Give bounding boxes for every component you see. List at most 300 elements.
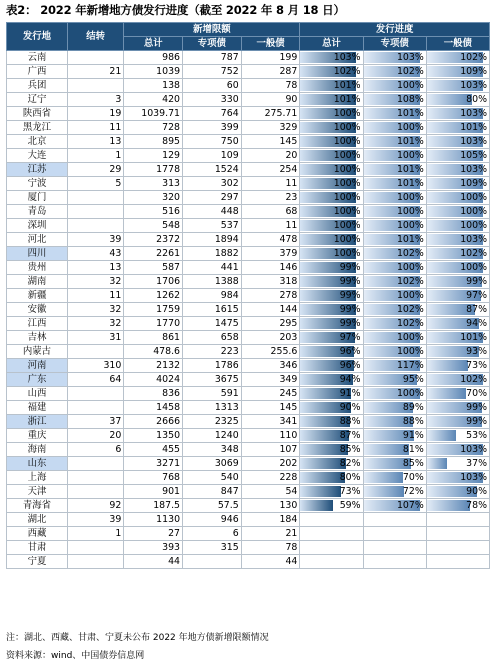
quota-special-cell: 348	[183, 443, 242, 457]
table-row	[7, 415, 490, 429]
quota-special-cell: 591	[183, 387, 242, 401]
progress-value: 91%	[339, 388, 361, 399]
progress-value: 101%	[396, 164, 424, 175]
carry-cell	[67, 205, 123, 219]
quota-total-cell: 455	[124, 443, 183, 457]
quota-special-cell: 984	[183, 289, 242, 303]
progress-general-cell	[426, 387, 489, 401]
carry-cell: 11	[67, 289, 123, 303]
col-header-progress-total: 总计	[300, 37, 363, 51]
progress-special-cell	[363, 401, 426, 415]
quota-total-cell: 728	[124, 121, 183, 135]
progress-total-cell	[300, 149, 363, 163]
progress-special-cell	[363, 485, 426, 499]
region-cell: 内蒙古	[7, 345, 68, 359]
progress-value: 73%	[466, 360, 487, 371]
progress-total-cell	[300, 107, 363, 121]
progress-value: 100%	[333, 220, 361, 231]
progress-general-cell	[426, 135, 489, 149]
table-row	[7, 303, 490, 317]
quota-special-cell: 441	[183, 261, 242, 275]
table-row	[7, 443, 490, 457]
quota-special-cell: 1475	[183, 317, 242, 331]
progress-value: 100%	[460, 206, 487, 217]
quota-special-cell: 60	[183, 79, 242, 93]
progress-value: 102%	[460, 248, 487, 259]
progress-general-cell	[426, 541, 489, 555]
quota-total-cell: 3271	[124, 457, 183, 471]
carry-cell: 13	[67, 135, 123, 149]
progress-total-cell	[300, 485, 363, 499]
progress-special-cell	[363, 359, 426, 373]
carry-cell	[67, 219, 123, 233]
carry-cell: 310	[67, 359, 123, 373]
progress-value: 78%	[466, 500, 487, 511]
quota-special-cell: 399	[183, 121, 242, 135]
progress-total-cell	[300, 527, 363, 541]
quota-general-cell: 379	[241, 247, 300, 261]
carry-cell	[67, 485, 123, 499]
table-row	[7, 499, 490, 513]
table-row	[7, 65, 490, 79]
quota-general-cell: 478	[241, 233, 300, 247]
progress-value: 99%	[339, 304, 361, 315]
table-row	[7, 247, 490, 261]
progress-value: 102%	[396, 66, 424, 77]
progress-general-cell	[426, 107, 489, 121]
quota-general-cell: 275.71	[241, 107, 300, 121]
quota-total-cell: 861	[124, 331, 183, 345]
quota-total-cell: 2261	[124, 247, 183, 261]
quota-general-cell: 145	[241, 135, 300, 149]
quota-total-cell: 548	[124, 219, 183, 233]
progress-value: 103%	[460, 444, 487, 455]
carry-cell: 29	[67, 163, 123, 177]
progress-total-cell	[300, 541, 363, 555]
progress-value: 85%	[339, 444, 361, 455]
progress-value: 100%	[396, 122, 424, 133]
progress-value: 90%	[339, 402, 361, 413]
progress-value: 70%	[466, 388, 487, 399]
progress-value: 101%	[460, 332, 487, 343]
progress-total-cell	[300, 79, 363, 93]
region-cell: 广东	[7, 373, 68, 387]
progress-value: 93%	[466, 346, 487, 357]
quota-total-cell: 420	[124, 93, 183, 107]
progress-general-cell	[426, 51, 489, 65]
progress-total-cell	[300, 331, 363, 345]
progress-special-cell	[363, 373, 426, 387]
table-row	[7, 121, 490, 135]
col-header-carry: 结转	[67, 23, 123, 51]
region-cell: 四川	[7, 247, 68, 261]
progress-total-cell	[300, 555, 363, 569]
quota-special-cell: 752	[183, 65, 242, 79]
quota-general-cell: 202	[241, 457, 300, 471]
progress-special-cell	[363, 415, 426, 429]
progress-value: 102%	[460, 374, 487, 385]
progress-total-cell	[300, 415, 363, 429]
carry-cell: 32	[67, 275, 123, 289]
table-row	[7, 177, 490, 191]
quota-special-cell: 223	[183, 345, 242, 359]
quota-special-cell: 6	[183, 527, 242, 541]
progress-total-cell	[300, 457, 363, 471]
quota-total-cell: 1770	[124, 317, 183, 331]
quota-special-cell: 1786	[183, 359, 242, 373]
progress-value: 100%	[396, 262, 424, 273]
carry-cell: 13	[67, 261, 123, 275]
progress-total-cell	[300, 443, 363, 457]
carry-cell: 19	[67, 107, 123, 121]
quota-general-cell: 255.6	[241, 345, 300, 359]
progress-value: 99%	[466, 416, 487, 427]
quota-total-cell: 2132	[124, 359, 183, 373]
table-row	[7, 485, 490, 499]
progress-total-cell	[300, 205, 363, 219]
progress-value: 85%	[402, 458, 424, 469]
progress-value: 87%	[466, 304, 487, 315]
table-row	[7, 401, 490, 415]
progress-value: 103%	[460, 136, 487, 147]
quota-general-cell: 54	[241, 485, 300, 499]
table-row	[7, 205, 490, 219]
progress-total-cell	[300, 401, 363, 415]
progress-special-cell	[363, 289, 426, 303]
progress-value: 100%	[460, 192, 487, 203]
carry-cell	[67, 401, 123, 415]
progress-total-cell	[300, 177, 363, 191]
progress-general-cell	[426, 65, 489, 79]
progress-general-cell	[426, 303, 489, 317]
quota-general-cell: 11	[241, 219, 300, 233]
quota-general-cell: 78	[241, 541, 300, 555]
quota-general-cell: 184	[241, 513, 300, 527]
carry-cell	[67, 471, 123, 485]
progress-value: 101%	[396, 234, 424, 245]
progress-value: 82%	[339, 458, 361, 469]
quota-total-cell: 1130	[124, 513, 183, 527]
progress-special-cell	[363, 177, 426, 191]
progress-total-cell	[300, 359, 363, 373]
progress-special-cell	[363, 457, 426, 471]
progress-value: 97%	[466, 290, 487, 301]
progress-general-cell	[426, 415, 489, 429]
progress-special-cell	[363, 163, 426, 177]
quota-special-cell: 946	[183, 513, 242, 527]
quota-total-cell: 1706	[124, 275, 183, 289]
progress-total-cell	[300, 191, 363, 205]
quota-total-cell: 768	[124, 471, 183, 485]
progress-special-cell	[363, 471, 426, 485]
progress-special-cell	[363, 135, 426, 149]
progress-special-cell	[363, 65, 426, 79]
region-cell: 湖南	[7, 275, 68, 289]
carry-cell: 92	[67, 499, 123, 513]
col-header-progress-general: 一般债	[426, 37, 489, 51]
region-cell: 陕西省	[7, 107, 68, 121]
progress-general-cell	[426, 373, 489, 387]
progress-value: 37%	[466, 458, 487, 469]
quota-general-cell: 107	[241, 443, 300, 457]
progress-general-cell	[426, 429, 489, 443]
progress-special-cell	[363, 261, 426, 275]
quota-general-cell: 144	[241, 303, 300, 317]
region-cell: 宁波	[7, 177, 68, 191]
progress-value: 100%	[333, 136, 361, 147]
progress-special-cell	[363, 219, 426, 233]
progress-value: 100%	[396, 290, 424, 301]
progress-general-cell	[426, 317, 489, 331]
progress-special-cell	[363, 429, 426, 443]
region-cell: 河北	[7, 233, 68, 247]
progress-general-cell	[426, 149, 489, 163]
progress-value: 53%	[466, 430, 487, 441]
progress-general-cell	[426, 79, 489, 93]
region-cell: 青岛	[7, 205, 68, 219]
issuance-progress-table	[6, 22, 490, 569]
table-row	[7, 331, 490, 345]
progress-special-cell	[363, 79, 426, 93]
quota-special-cell: 2325	[183, 415, 242, 429]
table-row	[7, 149, 490, 163]
progress-general-cell	[426, 471, 489, 485]
progress-value: 103%	[333, 52, 361, 63]
progress-total-cell	[300, 135, 363, 149]
progress-total-cell	[300, 93, 363, 107]
progress-value: 100%	[333, 206, 361, 217]
region-cell: 福建	[7, 401, 68, 415]
carry-cell: 32	[67, 303, 123, 317]
progress-value: 101%	[396, 108, 424, 119]
quota-general-cell: 341	[241, 415, 300, 429]
progress-total-cell	[300, 303, 363, 317]
progress-general-cell	[426, 345, 489, 359]
progress-value: 88%	[402, 416, 424, 427]
quota-general-cell: 44	[241, 555, 300, 569]
progress-value: 100%	[333, 150, 361, 161]
quota-general-cell: 329	[241, 121, 300, 135]
quota-total-cell: 27	[124, 527, 183, 541]
quota-special-cell	[183, 555, 242, 569]
progress-total-cell	[300, 373, 363, 387]
quota-total-cell: 187.5	[124, 499, 183, 513]
progress-value: 80%	[339, 472, 361, 483]
progress-special-cell	[363, 555, 426, 569]
carry-cell	[67, 79, 123, 93]
progress-general-cell	[426, 121, 489, 135]
progress-general-cell	[426, 233, 489, 247]
table-row	[7, 135, 490, 149]
progress-total-cell	[300, 121, 363, 135]
table-row	[7, 471, 490, 485]
region-cell: 上海	[7, 471, 68, 485]
progress-value: 96%	[339, 360, 361, 371]
progress-value: 73%	[339, 486, 361, 497]
progress-value: 100%	[396, 192, 424, 203]
progress-special-cell	[363, 345, 426, 359]
progress-value: 80%	[466, 94, 487, 105]
progress-special-cell	[363, 205, 426, 219]
progress-value: 102%	[396, 304, 424, 315]
carry-cell: 37	[67, 415, 123, 429]
quota-general-cell: 11	[241, 177, 300, 191]
progress-value: 102%	[333, 66, 361, 77]
progress-value: 103%	[460, 108, 487, 119]
group-header-progress: 发行进度	[300, 23, 490, 37]
region-cell: 兵团	[7, 79, 68, 93]
quota-special-cell: 1882	[183, 247, 242, 261]
progress-special-cell	[363, 121, 426, 135]
region-cell: 宁夏	[7, 555, 68, 569]
progress-value: 101%	[396, 136, 424, 147]
region-cell: 重庆	[7, 429, 68, 443]
progress-special-cell	[363, 51, 426, 65]
table-row	[7, 191, 490, 205]
quota-total-cell: 313	[124, 177, 183, 191]
region-cell: 安徽	[7, 303, 68, 317]
progress-value: 100%	[396, 80, 424, 91]
progress-value: 99%	[339, 318, 361, 329]
table-row	[7, 51, 490, 65]
quota-total-cell: 2666	[124, 415, 183, 429]
progress-value: 100%	[396, 150, 424, 161]
quota-special-cell: 1388	[183, 275, 242, 289]
progress-value: 96%	[339, 346, 361, 357]
carry-cell	[67, 555, 123, 569]
table-row	[7, 79, 490, 93]
progress-value: 103%	[460, 164, 487, 175]
progress-general-cell	[426, 191, 489, 205]
table-row	[7, 429, 490, 443]
progress-total-cell	[300, 65, 363, 79]
quota-general-cell: 203	[241, 331, 300, 345]
quota-total-cell: 1039.71	[124, 107, 183, 121]
carry-cell	[67, 541, 123, 555]
quota-total-cell: 478.6	[124, 345, 183, 359]
carry-cell: 31	[67, 331, 123, 345]
quota-special-cell: 3069	[183, 457, 242, 471]
progress-value: 90%	[466, 486, 487, 497]
progress-value: 91%	[402, 430, 424, 441]
progress-general-cell	[426, 555, 489, 569]
quota-special-cell: 1240	[183, 429, 242, 443]
quota-general-cell: 20	[241, 149, 300, 163]
quota-total-cell: 1039	[124, 65, 183, 79]
carry-cell: 3	[67, 93, 123, 107]
progress-special-cell	[363, 275, 426, 289]
region-cell: 广西	[7, 65, 68, 79]
quota-general-cell: 346	[241, 359, 300, 373]
progress-general-cell	[426, 457, 489, 471]
carry-cell: 21	[67, 65, 123, 79]
progress-special-cell	[363, 317, 426, 331]
quota-special-cell: 315	[183, 541, 242, 555]
progress-value: 88%	[339, 416, 361, 427]
progress-general-cell	[426, 163, 489, 177]
progress-value: 100%	[333, 248, 361, 259]
progress-special-cell	[363, 443, 426, 457]
quota-special-cell: 1524	[183, 163, 242, 177]
region-cell: 西藏	[7, 527, 68, 541]
carry-cell: 39	[67, 233, 123, 247]
region-cell: 山西	[7, 387, 68, 401]
progress-value: 100%	[396, 206, 424, 217]
quota-general-cell: 90	[241, 93, 300, 107]
quota-general-cell: 278	[241, 289, 300, 303]
table-row	[7, 289, 490, 303]
quota-general-cell: 254	[241, 163, 300, 177]
progress-total-cell	[300, 163, 363, 177]
region-cell: 山东	[7, 457, 68, 471]
progress-special-cell	[363, 331, 426, 345]
quota-special-cell: 1894	[183, 233, 242, 247]
quota-special-cell: 448	[183, 205, 242, 219]
progress-value: 109%	[460, 66, 487, 77]
progress-value: 59%	[339, 500, 361, 511]
carry-cell: 20	[67, 429, 123, 443]
progress-special-cell	[363, 303, 426, 317]
quota-general-cell: 287	[241, 65, 300, 79]
region-cell: 贵州	[7, 261, 68, 275]
quota-general-cell: 68	[241, 205, 300, 219]
quota-special-cell: 1615	[183, 303, 242, 317]
progress-value: 70%	[402, 472, 424, 483]
progress-value: 108%	[396, 94, 424, 105]
table-row	[7, 555, 490, 569]
progress-value: 100%	[333, 122, 361, 133]
carry-cell: 6	[67, 443, 123, 457]
progress-value: 101%	[460, 122, 487, 133]
progress-value: 101%	[333, 80, 361, 91]
table-row	[7, 93, 490, 107]
progress-total-cell	[300, 51, 363, 65]
progress-value: 95%	[402, 374, 424, 385]
region-cell: 海南	[7, 443, 68, 457]
quota-general-cell: 228	[241, 471, 300, 485]
table-row	[7, 457, 490, 471]
quota-total-cell: 44	[124, 555, 183, 569]
quota-general-cell: 78	[241, 79, 300, 93]
progress-value: 102%	[460, 52, 487, 63]
table-row	[7, 275, 490, 289]
progress-total-cell	[300, 219, 363, 233]
progress-general-cell	[426, 261, 489, 275]
table-row	[7, 317, 490, 331]
region-cell: 天津	[7, 485, 68, 499]
quota-total-cell: 516	[124, 205, 183, 219]
table-row	[7, 219, 490, 233]
table-row	[7, 513, 490, 527]
carry-cell: 39	[67, 513, 123, 527]
quota-special-cell: 787	[183, 51, 242, 65]
region-cell: 青海省	[7, 499, 68, 513]
region-cell: 浙江	[7, 415, 68, 429]
progress-value: 100%	[333, 192, 361, 203]
quota-special-cell: 764	[183, 107, 242, 121]
col-header-progress-special: 专项债	[363, 37, 426, 51]
progress-value: 97%	[339, 332, 361, 343]
table-title: 表2： 2022 年新增地方债发行进度（截至 2022 年 8 月 18 日）	[6, 3, 345, 17]
progress-general-cell	[426, 527, 489, 541]
progress-value: 100%	[333, 108, 361, 119]
region-cell: 河南	[7, 359, 68, 373]
quota-special-cell: 658	[183, 331, 242, 345]
progress-general-cell	[426, 359, 489, 373]
region-cell: 云南	[7, 51, 68, 65]
region-cell: 江苏	[7, 163, 68, 177]
quota-total-cell: 2372	[124, 233, 183, 247]
